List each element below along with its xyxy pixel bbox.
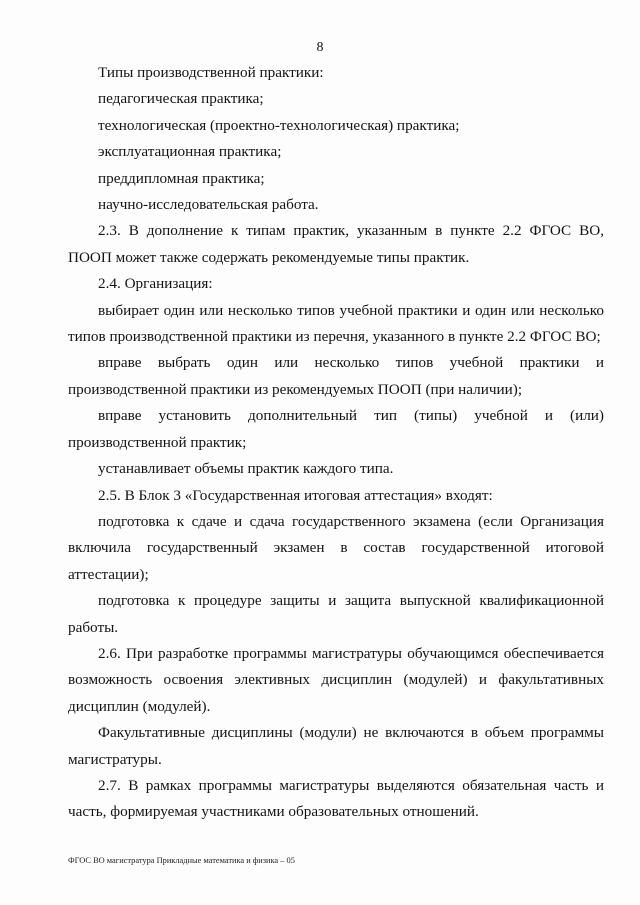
paragraph: научно-исследовательская работа.	[98, 196, 319, 214]
paragraph: эксплуатационная практика;	[98, 143, 282, 161]
paragraph: подготовка к сдаче и сдача государственного экзамена (если Организация включила государственный экзамен в состав государственной итоговой аттестации);	[68, 512, 604, 583]
paragraph: выбирает один или несколько типов учебной практики и один или несколько типов производственной практики из перечня, указанного в пункте 2.2 ФГОС ВО;	[68, 301, 604, 346]
paragraph: педагогическая практика;	[98, 90, 264, 108]
paragraph: технологическая (проектно-технологическая) практика;	[98, 116, 460, 134]
paragraph: 2.7. В рамках программы магистратуры выделяются обязательная часть и часть, формируемая участниками образовательных отношений.	[68, 776, 604, 821]
paragraph: вправе установить дополнительный тип (типы) учебной и (или) производственной практик;	[68, 407, 604, 451]
paragraph: подготовка к процедуре защиты и защита выпускной квалификационной работы.	[68, 592, 604, 636]
paragraph: Типы производственной практики:	[98, 64, 324, 81]
paragraph: 2.6. При разработке программы магистратуры обучающимся обеспечивается возможность освоения элективных дисциплин (модулей) и факультативных дисциплин (модулей).	[68, 644, 604, 715]
paragraph: 2.5. В Блок 3 «Государственная итоговая аттестация» входят:	[98, 486, 493, 504]
page-number: 8	[316, 40, 324, 55]
paragraph: Факультативные дисциплины (модули) не включаются в объем программы магистратуры.	[68, 724, 604, 768]
paragraph: вправе выбрать один или несколько типов учебной практики и производственной практики из рекомендуемых ПООП (при наличии);	[68, 354, 604, 398]
page-footer: ФГОС ВО магистратура Прикладные математика и физика – 05	[68, 856, 295, 865]
paragraph: устанавливает объемы практик каждого типа.	[98, 460, 394, 478]
body-text	[68, 60, 604, 826]
paragraph: 2.4. Организация:	[98, 275, 213, 293]
paragraph: 2.3. В дополнение к типам практик, указанным в пункте 2.2 ФГОС ВО, ПООП может также содержать рекомендуемые типы практик.	[68, 222, 604, 266]
paragraph: преддипломная практика;	[98, 169, 265, 187]
